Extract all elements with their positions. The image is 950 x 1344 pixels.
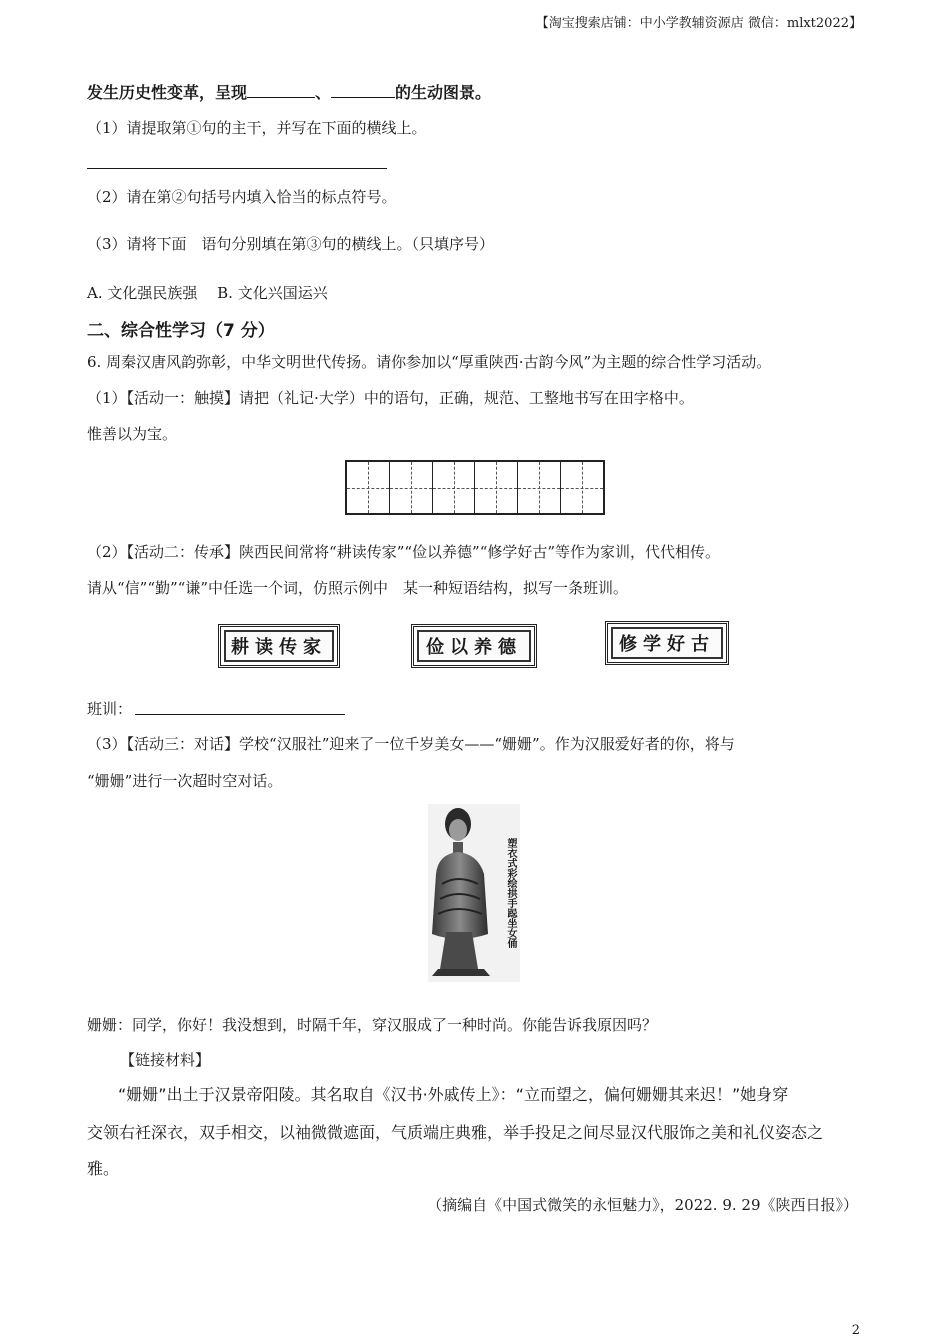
motto-plaque-2: 俭以养德 (411, 624, 537, 668)
grid-cell[interactable] (561, 462, 603, 513)
banxun-label: 班训： (87, 700, 133, 718)
motto-plaque-3: 修学好古 (605, 621, 729, 665)
activity-2-line2: 请从“信”“勤”“谦”中任选一个词，仿照示例中 某一种短语结构，拟写一条班训。 (87, 579, 629, 597)
page-number: 2 (851, 1323, 860, 1338)
fill-blank-2[interactable] (331, 81, 395, 98)
activity-3-line2: “姗姗”进行一次超时空对话。 (87, 772, 283, 790)
answer-line-sub1[interactable] (87, 168, 387, 169)
dialogue-line: 姗姗：同学，你好！我没想到，时隔千年，穿汉服成了一种时尚。你能告诉我原因吗？ (87, 1016, 658, 1034)
material-line-2: 交领右衽深衣，双手相交，以袖微微遮面，气质端庄典雅，举手投足之间尽显汉代服饰之美和礼仪姿态之 (87, 1123, 824, 1142)
q5-sub2: （2）请在第②句括号内填入恰当的标点符号。 (87, 188, 397, 206)
grid-cell[interactable] (518, 462, 561, 513)
source-citation: （摘编自《中国式微笑的永恒魅力》，2022. 9. 29《陕西日报》） (427, 1196, 858, 1214)
grid-cell[interactable] (433, 462, 476, 513)
figurine-caption: 塑衣式彩绘拱手跽坐女俑 (505, 838, 516, 948)
q5-options: A. 文化强民族强 B. 文化兴国运兴 (87, 284, 328, 302)
q6-intro: 6. 周秦汉唐风韵弥彰，中华文明世代传扬。请你参加以“厚重陕西·古韵今风”为主题的综合性学习活动。 (87, 353, 772, 371)
section-heading: 二、综合性学习（7 分） (87, 321, 275, 341)
activity-3-line1: （3）【活动三：对话】学校“汉服社”迎来了一位千岁美女——“姗姗”。作为汉服爱好者的你，将与 (87, 735, 735, 753)
motto-plaque-1: 耕读传家 (218, 624, 340, 668)
material-line-1: “姗姗”出土于汉景帝阳陵。其名取自《汉书·外戚传上》：“立而望之，偏何姗姗其来迟！”她身穿 (118, 1085, 789, 1104)
activity-1-quote: 惟善以为宝。 (87, 425, 178, 443)
grid-cell[interactable] (390, 462, 433, 513)
activity-2-line1: （2）【活动二：传承】陕西民间常将“耕读传家”“俭以养德”“修学好古”等作为家训，代代相传。 (87, 543, 721, 561)
material-line-3: 雅。 (87, 1159, 120, 1178)
tianzige-grid[interactable] (345, 460, 605, 515)
activity-1: （1）【活动一：触摸】请把（礼记·大学）中的语句，正确，规范、工整地书写在田字格中。 (87, 389, 694, 407)
q5-sub3: （3）请将下面 语句分别填在第③句的横线上。（只填序号） (87, 235, 495, 253)
q5-top-line: 发生历史性变革，呈现 、 的生动图景。 (87, 83, 492, 102)
link-material-label: 【链接材料】 (120, 1051, 211, 1069)
banxun-answer-line[interactable] (135, 714, 345, 715)
q5-sub1: （1）请提取第①句的主干，并写在下面的横线上。 (87, 119, 427, 137)
grid-cell[interactable] (347, 462, 390, 513)
fill-blank-1[interactable] (247, 81, 315, 98)
page-header: 【淘宝搜索店铺：中小学教辅资源店 微信：mlxt2022】 (535, 16, 862, 31)
grid-cell[interactable] (475, 462, 518, 513)
